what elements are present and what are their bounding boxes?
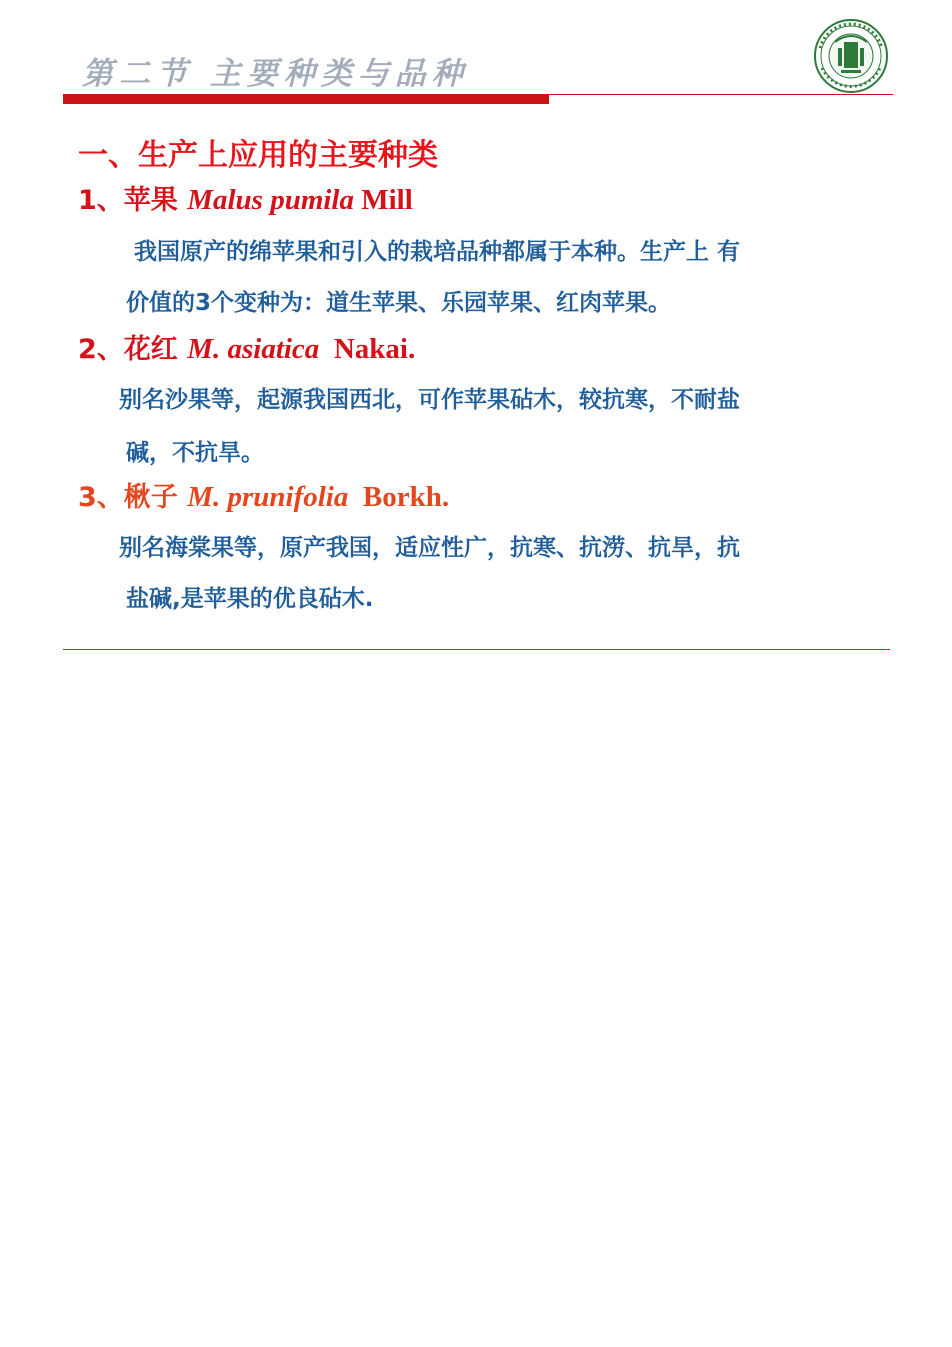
species-author: Borkh.: [348, 481, 450, 513]
species-label: 1、苹果: [78, 185, 188, 216]
species-latin-name: M. prunifolia: [187, 481, 349, 513]
species-qiuzi-desc-line1: 别名海棠果等，原产我国，适应性广，抗寒、抗涝、抗旱，抗: [119, 535, 740, 561]
section-title: 第二节 主要种类与品种: [82, 56, 469, 92]
header-red-bar: [63, 94, 549, 104]
species-label: 2、花红: [78, 334, 188, 365]
species-author: Mill: [354, 184, 413, 216]
header-red-line: [549, 94, 893, 95]
species-apple-title: [78, 178, 413, 217]
species-huahong-desc-line1: 别名沙果等，起源我国西北，可作苹果砧木，较抗寒，不耐盐: [119, 387, 740, 413]
species-latin-name: M. asiatica: [187, 333, 320, 365]
species-apple-desc-line2: 价值的3个变种为：道生苹果、乐园苹果、红肉苹果。: [126, 290, 672, 316]
species-latin-name: Malus pumila: [187, 184, 354, 216]
species-huahong-desc-line2: 碱，不抗旱。: [126, 440, 264, 466]
species-huahong-title: [78, 327, 415, 366]
main-heading: 一、生产上应用的主要种类: [78, 138, 438, 173]
species-qiuzi-desc-line2: 盐碱,是苹果的优良砧木.: [126, 586, 374, 612]
university-seal-icon: [808, 18, 894, 94]
bottom-divider: [63, 649, 890, 650]
species-author: Nakai.: [319, 333, 416, 365]
species-apple-desc-line1: 我国原产的绵苹果和引入的栽培品种都属于本种。生产上 有: [134, 239, 741, 265]
species-label: 3、楸子: [78, 482, 188, 513]
species-qiuzi-title: [78, 475, 449, 514]
